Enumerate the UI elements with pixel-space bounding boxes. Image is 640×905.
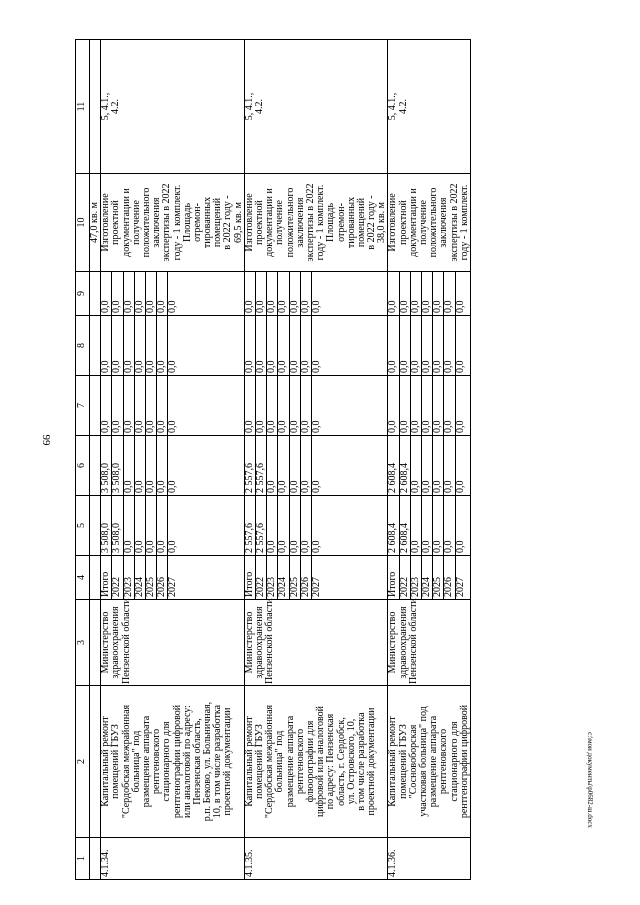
amount-c8-value: 0,0 [301, 316, 312, 375]
amount-c5-value: 2 608,4 [400, 496, 411, 555]
year [244, 556, 388, 600]
year-value: 2027 [454, 577, 466, 597]
year-value: 2023 [267, 556, 278, 599]
expected-result-line: заключения [438, 197, 450, 248]
amount-c9-value: 0,0 [256, 272, 267, 315]
executor-line: Министерство [387, 611, 399, 674]
amount-c7-value: 0,0 [411, 376, 422, 435]
table-row [101, 40, 245, 880]
amount-c5 [244, 496, 388, 556]
expected-result-line: экспертизы в 2022 [161, 183, 173, 262]
amount-c8-value: 0,0 [454, 360, 466, 373]
amount-c9-value: 0,0 [146, 272, 157, 315]
continuation-row [90, 40, 101, 880]
program-table [75, 39, 471, 880]
expected-result-line: в 2022 году - [366, 195, 378, 250]
expected-result-line: заключения [294, 197, 306, 248]
row-number: 4.1.35. [244, 838, 388, 880]
year-value: 2024 [422, 556, 433, 599]
header-col-9: 9 [76, 272, 90, 316]
year-value: 2022 [256, 556, 267, 599]
amount-c5-value: 2 557,6 [256, 496, 267, 555]
amount-c6 [244, 436, 388, 496]
expected-result-line: документации и [120, 188, 132, 257]
measure-name-line: "Сердобская межрайонная [120, 704, 132, 819]
expected-result-line: документации и [407, 188, 419, 257]
amount-c9-value: 0,0 [157, 272, 168, 315]
expected-result-line: отремон- [335, 203, 347, 242]
amount-c8-value: 0,0 [400, 316, 411, 375]
measure-name-line: 10, в том числе разработка [212, 704, 224, 819]
measure-name-line: рентгенографии цифровой [458, 704, 470, 819]
amount-c6-value: 0,0 [157, 436, 168, 495]
amount-c7-value: 0,0 [245, 376, 256, 435]
year-value: 2025 [146, 556, 157, 599]
amount-c7-value: 0,0 [267, 376, 278, 435]
header-col-1: 1 [76, 838, 90, 880]
header-col-11: 11 [76, 40, 90, 174]
year-value: 2026 [301, 556, 312, 599]
amount-c8-value: 0,0 [112, 316, 123, 375]
amount-c8-value: 0,0 [278, 316, 289, 375]
expected-result-line: тированных [202, 196, 214, 249]
expected-result-line: помещений [212, 197, 224, 248]
amount-c6-value: 2 608,4 [400, 436, 411, 495]
header-col-5: 5 [76, 496, 90, 556]
measure-name-line: проектной документации [222, 707, 234, 816]
amount-c6-value: 3 508,0 [101, 436, 112, 495]
amount-c5-value: 0,0 [124, 496, 135, 555]
expected-result-line: проектной [397, 200, 409, 245]
expected-result-line: получение [130, 200, 142, 245]
expected-result-line: получение [274, 200, 286, 245]
amount-c6-value: 2 608,4 [388, 436, 399, 495]
year-value: 2027 [167, 577, 179, 597]
header-col-8: 8 [76, 316, 90, 376]
header-col-3: 3 [76, 600, 90, 686]
indicator-ref-line: 4.2. [254, 99, 266, 114]
year [101, 556, 245, 600]
amount-c8-value: 0,0 [444, 316, 455, 375]
amount-c5-value: 0,0 [157, 496, 168, 555]
amount-c6-value: 0,0 [290, 436, 301, 495]
amount-c6-value: 0,0 [135, 436, 146, 495]
header-col-10: 10 [76, 174, 90, 272]
amount-c6-value: 0,0 [454, 480, 466, 493]
year-value: 2024 [278, 556, 289, 599]
amount-c6-value: 0,0 [422, 436, 433, 495]
amount-c7-value: 0,0 [310, 420, 322, 433]
amount-c7-value: 0,0 [290, 376, 301, 435]
expected-result-line: экспертизы в 2022 [448, 183, 460, 262]
amount-c6 [388, 436, 471, 496]
continuation-area-text: 47,0 кв. м [90, 174, 101, 272]
expected-result-line: положительного [428, 187, 440, 258]
amount-c9-value: 0,0 [267, 272, 278, 315]
amount-c5-value: 0,0 [444, 496, 455, 555]
amount-c8-value: 0,0 [388, 316, 399, 375]
measure-name-line: стационарного для [448, 721, 460, 802]
expected-result-line: году - 1 комплект. [458, 184, 470, 261]
executor-line: Пензенской области [264, 598, 276, 684]
year-value: 2025 [433, 556, 444, 599]
amount-c8-value: 0,0 [146, 316, 157, 375]
header-col-6: 6 [76, 436, 90, 496]
measure-name-line: рентгеновского [294, 728, 306, 795]
table-row [388, 40, 471, 880]
measure-name-line: размещение аппарата [284, 715, 296, 808]
measure-name-line: помещений ГБУЗ [110, 724, 122, 799]
table-row [244, 40, 388, 880]
amount-c7-value: 0,0 [146, 376, 157, 435]
amount-c5-value: 3 508,0 [101, 496, 112, 555]
amount-c8-value: 0,0 [267, 316, 278, 375]
expected-result-line: Изготовление [387, 193, 399, 252]
amount-c6-value: 0,0 [167, 480, 179, 493]
year-value: 2023 [411, 556, 422, 599]
measure-name-line: цифровой или аналоговой [315, 705, 327, 818]
indicator-ref-line: 5, 4.1., [387, 92, 399, 121]
measure-name [244, 686, 388, 838]
header-col-7: 7 [76, 376, 90, 436]
executor-line: Пензенской области [120, 598, 132, 684]
amount-c7-value: 0,0 [112, 376, 123, 435]
measure-name-line: Пензенская область, [191, 718, 203, 805]
amount-c9 [244, 272, 388, 316]
year [388, 556, 471, 600]
measure-name-line: "Сердобская межрайонная [264, 704, 276, 819]
amount-c8-value: 0,0 [290, 316, 301, 375]
amount-c5-value: 0,0 [310, 540, 322, 553]
amount-c5-value: 0,0 [433, 496, 444, 555]
expected-result [101, 174, 245, 272]
executor-line: здравоохранения [110, 606, 122, 679]
row-number: 4.1.34. [101, 838, 245, 880]
amount-c8-value: 0,0 [135, 316, 146, 375]
amount-c8-value: 0,0 [167, 360, 179, 373]
amount-c5-value: 3 508,0 [112, 496, 123, 555]
expected-result-line: получение [418, 200, 430, 245]
expected-result-line: документации и [264, 188, 276, 257]
indicator-ref [388, 40, 471, 174]
amount-c5-value: 0,0 [146, 496, 157, 555]
header-col-2: 2 [76, 686, 90, 838]
measure-name [388, 686, 471, 838]
amount-c9-value: 0,0 [124, 272, 135, 315]
amount-c9 [101, 272, 245, 316]
amount-c9-value: 0,0 [454, 300, 466, 313]
rotated-table-wrapper [75, 40, 635, 880]
executor-line: Пензенской области [407, 598, 419, 684]
expected-result [388, 174, 471, 272]
row-number: 4.1.36. [388, 838, 471, 880]
amount-c7-value: 0,0 [444, 376, 455, 435]
measure-name [101, 686, 245, 838]
amount-c5-value: 2 608,4 [388, 496, 399, 555]
expected-result-line: заключения [151, 197, 163, 248]
amount-c9-value: 0,0 [135, 272, 146, 315]
amount-c8-value: 0,0 [256, 316, 267, 375]
amount-c8-value: 0,0 [422, 316, 433, 375]
expected-result-line: проектной [110, 200, 122, 245]
amount-c6-value: 0,0 [444, 436, 455, 495]
expected-result-line: тированных [345, 196, 357, 249]
measure-name-line: флюорографии для [304, 720, 316, 803]
executor-line: здравоохранения [397, 606, 409, 679]
amount-c8-value: 0,0 [411, 316, 422, 375]
executor [101, 600, 245, 686]
executor-line: Министерство [243, 611, 255, 674]
amount-c6-value: 3 508,0 [112, 436, 123, 495]
year-value: 2024 [135, 556, 146, 599]
amount-c8 [244, 316, 388, 376]
column-number-row [76, 40, 90, 880]
amount-c9-value: 0,0 [433, 272, 444, 315]
amount-c7-value: 0,0 [400, 376, 411, 435]
expected-result-line: проектной [254, 200, 266, 245]
measure-name-line: рентгеновского [151, 728, 163, 795]
amount-c6-value: 0,0 [146, 436, 157, 495]
amount-c8-value: 0,0 [433, 316, 444, 375]
measure-name-line: в том числе разработка [355, 712, 367, 811]
expected-result-line: Изготовление [100, 193, 112, 252]
indicator-ref [101, 40, 245, 174]
amount-c6-value: 0,0 [278, 436, 289, 495]
amount-c7 [101, 376, 245, 436]
amount-c7 [388, 376, 471, 436]
indicator-ref-line: 4.2. [110, 99, 122, 114]
amount-c5-value: 0,0 [278, 496, 289, 555]
amount-c9-value: 0,0 [290, 272, 301, 315]
expected-result-line: году - 1 комплект. [315, 184, 327, 261]
amount-c9-value: 0,0 [388, 272, 399, 315]
amount-c9-value: 0,0 [422, 272, 433, 315]
amount-c5-value: 0,0 [454, 540, 466, 553]
amount-c6-value: 0,0 [433, 436, 444, 495]
indicator-ref-line: 5, 4.1., [243, 92, 255, 121]
expected-result-line: отремон- [191, 203, 203, 242]
amount-c6-value: 2 557,6 [245, 436, 256, 495]
amount-c6 [101, 436, 245, 496]
amount-c5-value: 0,0 [290, 496, 301, 555]
year-value: 2026 [157, 556, 168, 599]
measure-name-line: размещение аппарата [428, 715, 440, 808]
amount-c7-value: 0,0 [101, 376, 112, 435]
measure-name-line: р.п. Беково, ул. Больничная, [202, 701, 214, 822]
year-value: 2026 [444, 556, 455, 599]
measure-name-line: ул. Островского, 10, [345, 718, 357, 805]
expected-result-line: 69,5 кв. м [232, 202, 244, 243]
amount-c7-value: 0,0 [124, 376, 135, 435]
amount-c8-value: 0,0 [124, 316, 135, 375]
amount-c7-value: 0,0 [388, 376, 399, 435]
amount-c7-value: 0,0 [256, 376, 267, 435]
expected-result-line: 38,0 кв. м [376, 202, 388, 243]
amount-c9-value: 0,0 [245, 272, 256, 315]
measure-name-line: Капитальный ремонт [387, 716, 399, 807]
amount-c9-value: 0,0 [444, 272, 455, 315]
measure-name-line: или аналоговой по адресу: [181, 705, 193, 818]
executor [388, 600, 471, 686]
year-value: 2025 [290, 556, 301, 599]
expected-result-line: Изготовление [243, 193, 255, 252]
measure-name-line: Капитальный ремонт [243, 716, 255, 807]
amount-c9-value: 0,0 [101, 272, 112, 315]
indicator-ref-line: 4.2. [397, 99, 409, 114]
measure-name-line: по адресу: Пензенская [325, 713, 337, 810]
header-col-4: 4 [76, 556, 90, 600]
amount-c5-value: 0,0 [301, 496, 312, 555]
year-value: 2022 [400, 556, 411, 599]
amount-c9-value: 0,0 [411, 272, 422, 315]
amount-c5-value: 0,0 [411, 496, 422, 555]
amount-c7 [244, 376, 388, 436]
amount-c9-value: 0,0 [301, 272, 312, 315]
amount-c7-value: 0,0 [433, 376, 444, 435]
executor [244, 600, 388, 686]
indicator-ref [244, 40, 388, 174]
amount-c7-value: 0,0 [157, 376, 168, 435]
year-value: Итого [245, 556, 256, 599]
amount-c6-value: 0,0 [267, 436, 278, 495]
measure-name-line: стационарного для [161, 721, 173, 802]
measure-name-line: больница" под [130, 730, 142, 793]
expected-result-line: помещений [355, 197, 367, 248]
amount-c6-value: 0,0 [124, 436, 135, 495]
amount-c8-value: 0,0 [157, 316, 168, 375]
amount-c5 [388, 496, 471, 556]
measure-name-line: размещение аппарата [140, 715, 152, 808]
measure-name-line: помещений ГБУЗ [397, 724, 409, 799]
amount-c6-value: 0,0 [411, 436, 422, 495]
amount-c9-value: 0,0 [278, 272, 289, 315]
measure-name-line: Капитальный ремонт [100, 716, 112, 807]
indicator-ref-line: 5, 4.1., [100, 92, 112, 121]
year-value: 2022 [112, 556, 123, 599]
amount-c7-value: 0,0 [167, 420, 179, 433]
measure-name-line: "Сосновоборская [407, 724, 419, 799]
measure-name-line: рентгенографии цифровой [171, 704, 183, 819]
amount-c8-value: 0,0 [310, 360, 322, 373]
measure-name-line: помещений ГБУЗ [254, 724, 266, 799]
expected-result-line: в 2022 году - [222, 195, 234, 250]
expected-result [244, 174, 388, 272]
amount-c6-value: 0,0 [301, 436, 312, 495]
page-number: 99 [40, 434, 52, 446]
expected-result-line: Площадь [325, 203, 337, 242]
measure-name-line: проектной документации [366, 707, 378, 816]
executor-line: здравоохранения [254, 606, 266, 679]
year-value: Итого [101, 556, 112, 599]
amount-c5-value: 0,0 [422, 496, 433, 555]
expected-result-line: году - 1 комплект. [171, 184, 183, 261]
amount-c8 [388, 316, 471, 376]
amount-c7-value: 0,0 [301, 376, 312, 435]
measure-name-line: рентгеновского [438, 728, 450, 795]
amount-c9-value: 0,0 [112, 272, 123, 315]
amount-c6-value: 2 557,6 [256, 436, 267, 495]
amount-c7-value: 0,0 [454, 420, 466, 433]
amount-c7-value: 0,0 [278, 376, 289, 435]
expected-result-line: положительного [284, 187, 296, 258]
amount-c5-value: 0,0 [135, 496, 146, 555]
measure-name-line: область, г. Сердобск, [335, 717, 347, 806]
year-value: 2027 [310, 577, 322, 597]
amount-c5-value: 0,0 [267, 496, 278, 555]
amount-c9-value: 0,0 [167, 300, 179, 313]
amount-c5-value: 0,0 [167, 540, 179, 553]
amount-c8 [101, 316, 245, 376]
year-value: Итого [388, 556, 399, 599]
measure-name-line: участковая больница" под [418, 706, 430, 817]
amount-c7-value: 0,0 [422, 376, 433, 435]
amount-c9-value: 0,0 [310, 300, 322, 313]
expected-result-line: Площадь [181, 203, 193, 242]
expected-result-line: положительного [140, 187, 152, 258]
amount-c9-value: 0,0 [400, 272, 411, 315]
amount-c7-value: 0,0 [135, 376, 146, 435]
amount-c8-value: 0,0 [101, 316, 112, 375]
expected-result-line: экспертизы в 2022 [304, 183, 316, 262]
year-value: 2023 [124, 556, 135, 599]
executor-line: Министерство [100, 611, 112, 674]
amount-c5-value: 2 557,6 [245, 496, 256, 555]
amount-c6-value: 0,0 [310, 480, 322, 493]
measure-name-line: больница" под [274, 730, 286, 793]
amount-c5 [101, 496, 245, 556]
amount-c9 [388, 272, 471, 316]
footer-file-path: c:\мои документы\p0682-ш.docx [586, 732, 594, 828]
amount-c8-value: 0,0 [245, 316, 256, 375]
